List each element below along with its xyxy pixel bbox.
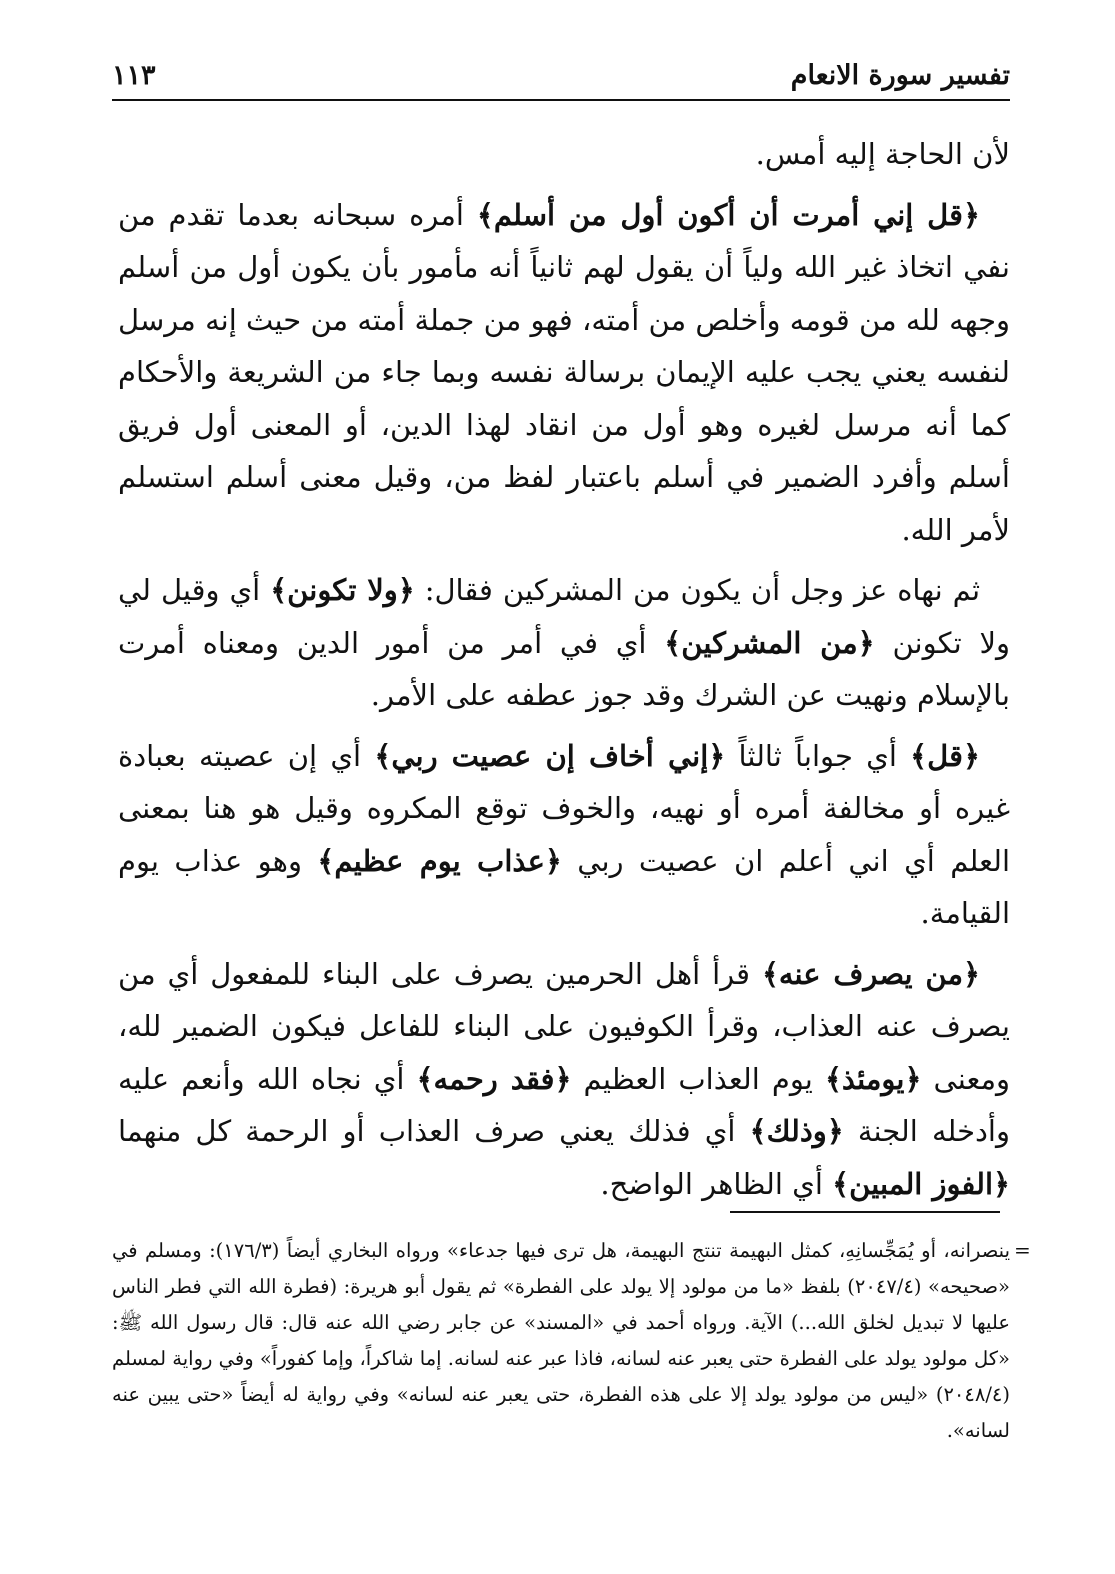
text-segment: أي فذلك يعني صرف العذاب أو الرحمة كل منهما bbox=[118, 1114, 750, 1148]
paragraph bbox=[118, 730, 1010, 940]
paragraph bbox=[118, 189, 1010, 557]
footnote-divider bbox=[730, 1211, 1000, 1213]
paragraph bbox=[118, 564, 1010, 722]
quran-quote: ﴿وذلك﴾ bbox=[749, 1114, 844, 1148]
text-segment: أمره سبحانه بعدما تقدم من نفي اتخاذ غير الله ولياً أن يقول لهم ثانياً أنه مأمور بأن يكون أول من أسلم وجهه لله من قومه وأخلص من أمته، فهو من جملة أمته من حيث إنه مرسل لنفسه يعني يجب عليه الإيمان برسالة نفسه وبما جاء من الشريعة والأحكام كما أنه مرسل لغيره وهو أول من انقاد لهذا الدين، أو المعنى أول فريق أسلم وأفرد الضمير في أسلم باعتبار لفظ من، وقيل معنى أسلم استسلم لأمر الله. bbox=[118, 197, 1010, 547]
quran-quote: ﴿يومئذ﴾ bbox=[824, 1061, 922, 1096]
quran-quote: ﴿فقد رحمه﴾ bbox=[416, 1061, 572, 1096]
footnote-continuation-marker: = bbox=[1014, 1238, 1031, 1262]
quran-quote: ﴿من المشركين﴾ bbox=[664, 625, 875, 660]
text-segment: أي جواباً ثالثاً bbox=[725, 738, 911, 773]
text-segment: يوم العذاب العظيم bbox=[571, 1061, 825, 1096]
text-segment: أي في أمر من أمور الدين ومعناه أمرت بالإسلام ونهيت عن الشرك وقد جوز عطفه على الأمر. bbox=[118, 625, 1010, 712]
text-segment: وهو عذاب يوم القيامة. bbox=[118, 843, 1010, 930]
running-header bbox=[112, 58, 1010, 102]
text-segment: أي إن عصيته بعبادة غيره أو مخالفة أمره أو نهيه، والخوف توقع المكروه وقيل هو هنا بمعنى العلم أي اني أعلم ان عصيت ربي bbox=[118, 738, 1011, 878]
text-segment: أي وقيل لي ولا تكونن bbox=[118, 573, 1011, 660]
surah-title: تفسير سورة الانعام bbox=[790, 60, 1010, 91]
header-divider bbox=[112, 99, 1010, 101]
quran-quote: ﴿قل إني أمرت أن أكون أول من أسلم﴾ bbox=[476, 197, 980, 232]
quran-quote: ﴿من يصرف عنه﴾ bbox=[761, 956, 980, 991]
text-segment: قرأ أهل الحرمين يصرف على البناء للمفعول أي من يصرف عنه العذاب، وقرأ الكوفيون على البناء للفاعل فيكون الضمير لله، ومعنى bbox=[118, 956, 1010, 1096]
quran-quote: ﴿عذاب يوم عظيم﴾ bbox=[317, 843, 562, 878]
paragraph bbox=[118, 128, 1010, 181]
quran-quote: ﴿قل﴾ bbox=[910, 738, 980, 773]
page-number: ١١٣ bbox=[112, 60, 156, 91]
quran-quote: ﴿الفوز المبين﴾ bbox=[832, 1166, 1010, 1201]
quran-quote: ﴿إني أخاف إن عصيت ربي﴾ bbox=[374, 738, 726, 773]
text-segment: ثم نهاه عز وجل أن يكون من المشركين فقال: bbox=[414, 573, 981, 607]
paragraph bbox=[118, 948, 1010, 1211]
main-text bbox=[118, 128, 1010, 1218]
text-segment: لأن الحاجة إليه أمس. bbox=[755, 137, 1010, 171]
text-segment: أي الظاهر الواضح. bbox=[600, 1166, 833, 1201]
quran-quote: ﴿ولا تكونن﴾ bbox=[270, 573, 415, 607]
footnote: ينصرانه، أو يُمَجِّسانِهِ، كمثل البهيمة تنتج البهيمة، هل ترى فيها جدعاء» ورواه البخاري أيضاً (١٧٦/٣): ومسلم في «صحيحه» (٢٠٤٧/٤) بلفظ «ما من مولود إلا يولد على الفطرة» ثم يقول أبو هريرة: (فطرة الله التي فطر الناس عليها لا تبديل لخلق الله...) الآية. ورواه أحمد في «المسند» عن جابر رضي الله عنه قال: قال رسول الله ﷺ: «كل مولود يولد على الفطرة حتى يعبر عنه لسانه، فاذا عبر عنه لسانه. إما شاكراً، وإما كفوراً» وفي رواية لمسلم (٢٠٤٨/٤) «ليس من مولود يولد إلا على هذه الفطرة، حتى يعبر عنه لسانه» وفي رواية له أيضاً «حتى يبين عنه لسانه». bbox=[112, 1239, 1010, 1442]
text-segment: أي نجاه الله وأنعم عليه وأدخله الجنة bbox=[118, 1061, 1010, 1148]
